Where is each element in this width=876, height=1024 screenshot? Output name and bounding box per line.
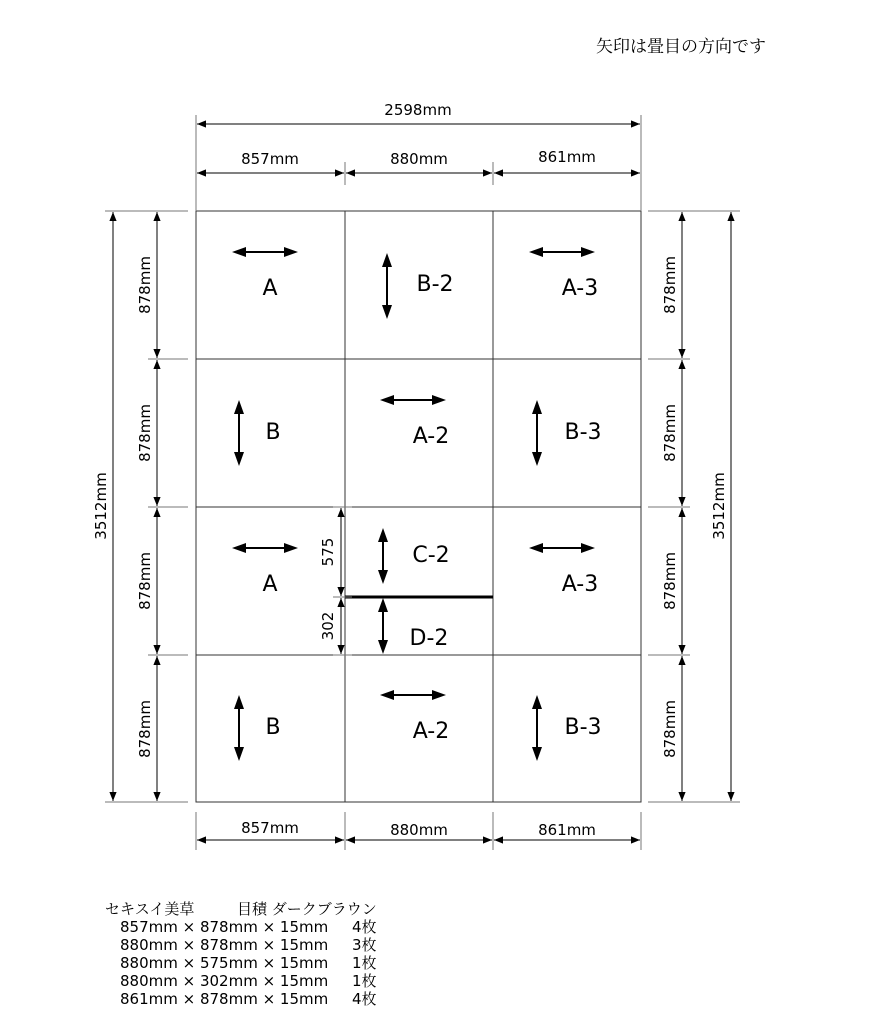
spec-brand: セキスイ美草 (105, 900, 195, 918)
dim-right-total: 3512mm (710, 472, 728, 540)
tile-label: D-2 (409, 626, 449, 651)
tile-label: B-3 (564, 420, 602, 445)
spec-list (105, 900, 412, 1008)
tile (380, 690, 449, 744)
tile-label: B (265, 420, 281, 445)
spec-item (105, 936, 412, 954)
horizontal-double-arrow-icon (380, 395, 446, 405)
tile (232, 543, 298, 597)
dim-left-row-1: 878mm (136, 256, 154, 314)
vertical-double-arrow-icon (234, 400, 244, 466)
tile (382, 253, 454, 319)
horizontal-double-arrow-icon (380, 690, 446, 700)
spec-item-dims: 880mm × 878mm × 15mm (120, 936, 329, 954)
direction-note: 矢印は畳目の方向です (596, 37, 766, 57)
tile (532, 400, 602, 466)
spec-item-dims: 857mm × 878mm × 15mm (120, 918, 329, 936)
dim-top-col-2: 880mm (390, 150, 448, 168)
vertical-double-arrow-icon (234, 695, 244, 761)
vertical-double-arrow-icon (378, 598, 388, 654)
dim-left-row-2: 878mm (136, 404, 154, 462)
tile (378, 598, 448, 654)
tile (378, 528, 450, 584)
tile (529, 247, 598, 301)
dim-right-row-1: 878mm (661, 256, 679, 314)
dim-total-width: 2598mm (384, 101, 452, 119)
vertical-double-arrow-icon (532, 695, 542, 761)
dim-bottom-col-3: 861mm (538, 821, 596, 839)
spec-pattern-color: 目積 ダークブラウン (237, 900, 377, 918)
spec-item-dims: 880mm × 302mm × 15mm (120, 972, 329, 990)
tile-label: A-3 (561, 276, 599, 301)
dim-bottom-col-2: 880mm (390, 821, 448, 839)
horizontal-double-arrow-icon (232, 247, 298, 257)
tile-label: B (265, 715, 281, 740)
dim-right-row-4: 878mm (661, 700, 679, 758)
horizontal-double-arrow-icon (529, 543, 595, 553)
tile-label: A-2 (412, 719, 450, 744)
tile (234, 400, 281, 466)
spec-item-dims: 861mm × 878mm × 15mm (120, 990, 329, 1008)
spec-item (105, 918, 412, 936)
dim-right-row-3: 878mm (661, 552, 679, 610)
spec-item-count: 4枚 (352, 990, 377, 1008)
dim-top-col-3: 861mm (538, 148, 596, 166)
tile (380, 395, 449, 449)
dim-left-row-4: 878mm (136, 700, 154, 758)
vertical-double-arrow-icon (532, 400, 542, 466)
dimension-texts (92, 101, 728, 839)
tile (529, 543, 598, 597)
spec-item-count: 1枚 (352, 954, 377, 972)
tile-label: B-3 (564, 715, 602, 740)
tile (234, 695, 281, 761)
vertical-double-arrow-icon (378, 528, 388, 584)
tile-label: A (262, 572, 278, 597)
dim-top-col-1: 857mm (241, 150, 299, 168)
tile (232, 247, 298, 301)
tile-label: B-2 (416, 272, 454, 297)
tile-label: A (262, 276, 278, 301)
spec-header (105, 900, 412, 918)
dim-right-row-2: 878mm (661, 404, 679, 462)
horizontal-double-arrow-icon (529, 247, 595, 257)
dim-split-top: 575 (319, 537, 337, 567)
spec-item-dims: 880mm × 575mm × 15mm (120, 954, 329, 972)
spec-item (105, 990, 412, 1008)
spec-item (105, 972, 412, 990)
dim-split-bottom: 302 (319, 611, 337, 641)
spec-item (105, 954, 412, 972)
dim-left-row-3: 878mm (136, 552, 154, 610)
tile-label: A-2 (412, 424, 450, 449)
vertical-double-arrow-icon (382, 253, 392, 319)
horizontal-double-arrow-icon (232, 543, 298, 553)
spec-item-count: 3枚 (352, 936, 377, 954)
dim-left-total: 3512mm (92, 472, 110, 540)
spec-item-count: 4枚 (352, 918, 377, 936)
tile-label: C-2 (412, 543, 450, 568)
tile-label: A-3 (561, 572, 599, 597)
spec-item-count: 1枚 (352, 972, 377, 990)
dim-bottom-col-1: 857mm (241, 819, 299, 837)
tiles (232, 247, 602, 761)
tile (532, 695, 602, 761)
